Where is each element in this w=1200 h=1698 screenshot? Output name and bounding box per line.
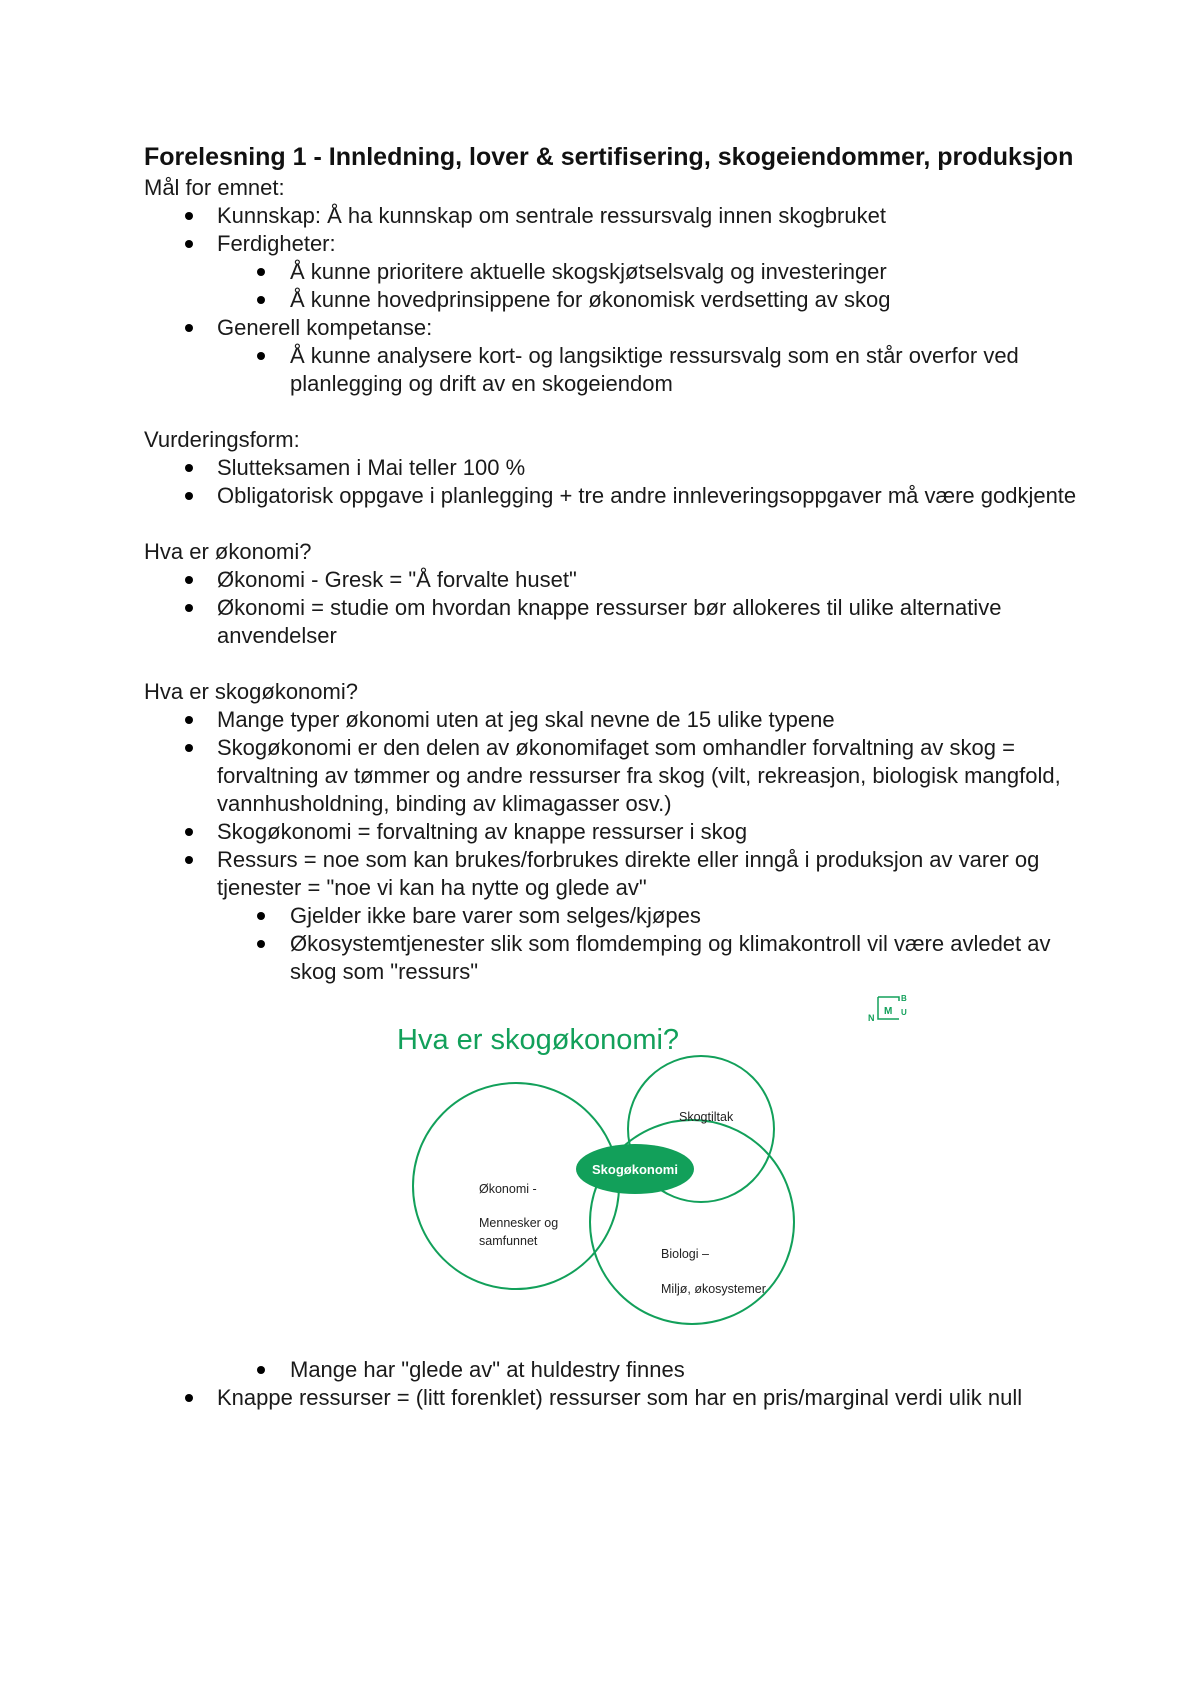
nmbu-logo xyxy=(868,994,907,1023)
svg-text:N: N xyxy=(868,1013,875,1023)
competence-label: Generell kompetanse: xyxy=(217,315,433,340)
goals-heading: Mål for emnet: xyxy=(144,175,285,200)
skills-sublist xyxy=(217,258,1084,314)
economy-list xyxy=(144,566,1084,650)
list-item xyxy=(144,230,1084,314)
okonomi-label: Økonomi - xyxy=(479,1182,537,1196)
assessment-heading: Vurderingsform: xyxy=(144,427,300,452)
list-item xyxy=(144,846,1084,1384)
diagram-title: Hva er skogøkonomi? xyxy=(397,1024,680,1056)
list-item: Skogøkonomi = forvaltning av knappe ressurser i skog xyxy=(144,818,1084,846)
list-item: Gjelder ikke bare varer som selges/kjøpes xyxy=(217,902,1084,930)
after-diagram-sublist xyxy=(217,1356,1084,1384)
assessment-list xyxy=(144,454,1084,510)
biologi-sub: Miljø, økosystemer xyxy=(661,1282,766,1296)
forest-economy-heading: Hva er skogøkonomi? xyxy=(144,679,358,704)
page-title: Forelesning 1 - Innledning, lover & sertifisering, skogeiendommer, produksjon xyxy=(144,143,1074,171)
list-item xyxy=(144,314,1084,398)
tiltak-label: Skogtiltak xyxy=(679,1110,734,1124)
competence-sublist xyxy=(217,342,1084,398)
list-item: Økonomi - Gresk = "Å forvalte huset" xyxy=(144,566,1084,594)
list-item: Skogøkonomi er den delen av økonomifaget som omhandler forvaltning av skog = forvaltning av tømmer og andre ressurser fra skog (vilt, rekreasjon, biologisk mangfold, vannhusholdning, binding av klimagasser osv.) xyxy=(144,734,1084,818)
venn-diagram xyxy=(217,986,1157,1356)
list-item: Økonomi = studie om hvordan knappe ressurser bør allokeres til ulike alternative anvendelser xyxy=(144,594,1084,650)
list-item: Mange typer økonomi uten at jeg skal nevne de 15 ulike typene xyxy=(144,706,1084,734)
svg-text:U: U xyxy=(901,1008,907,1017)
goals-list xyxy=(144,202,1084,398)
list-item: Å kunne analysere kort- og langsiktige ressursvalg som en står overfor ved planlegging og drift av en skogeiendom xyxy=(217,342,1084,398)
economy-heading: Hva er økonomi? xyxy=(144,539,312,564)
list-item: Kunnskap: Å ha kunnskap om sentrale ressursvalg innen skogbruket xyxy=(144,202,1084,230)
list-item: Obligatorisk oppgave i planlegging + tre andre innleveringsoppgaver må være godkjente xyxy=(144,482,1084,510)
resource-definition: Ressurs = noe som kan brukes/forbrukes direkte eller inngå i produksjon av varer og tjenester = "noe vi kan ha nytte og glede av" xyxy=(217,847,1040,900)
list-item: Å kunne hovedprinsippene for økonomisk verdsetting av skog xyxy=(217,286,1084,314)
list-item: Å kunne prioritere aktuelle skogskjøtselsvalg og investeringer xyxy=(217,258,1084,286)
svg-text:M: M xyxy=(884,1006,893,1017)
list-item: Knappe ressurser = (litt forenklet) ressurser som har en pris/marginal verdi ulik null xyxy=(144,1384,1084,1412)
okonomi-sub2: samfunnet xyxy=(479,1234,538,1248)
document-page xyxy=(144,140,1084,1412)
forest-economy-list xyxy=(144,706,1084,1412)
list-item: Slutteksamen i Mai teller 100 % xyxy=(144,454,1084,482)
list-item: Mange har "glede av" at huldestry finnes xyxy=(217,1356,1084,1384)
biologi-label: Biologi – xyxy=(661,1247,709,1261)
center-label: Skogøkonomi xyxy=(592,1162,678,1177)
svg-text:B: B xyxy=(901,994,907,1003)
resource-sublist xyxy=(217,902,1084,986)
skills-label: Ferdigheter: xyxy=(217,231,336,256)
okonomi-sub1: Mennesker og xyxy=(479,1216,559,1230)
list-item: Økosystemtjenester slik som flomdemping og klimakontroll vil være avledet av skog som "ressurs" xyxy=(217,930,1084,986)
